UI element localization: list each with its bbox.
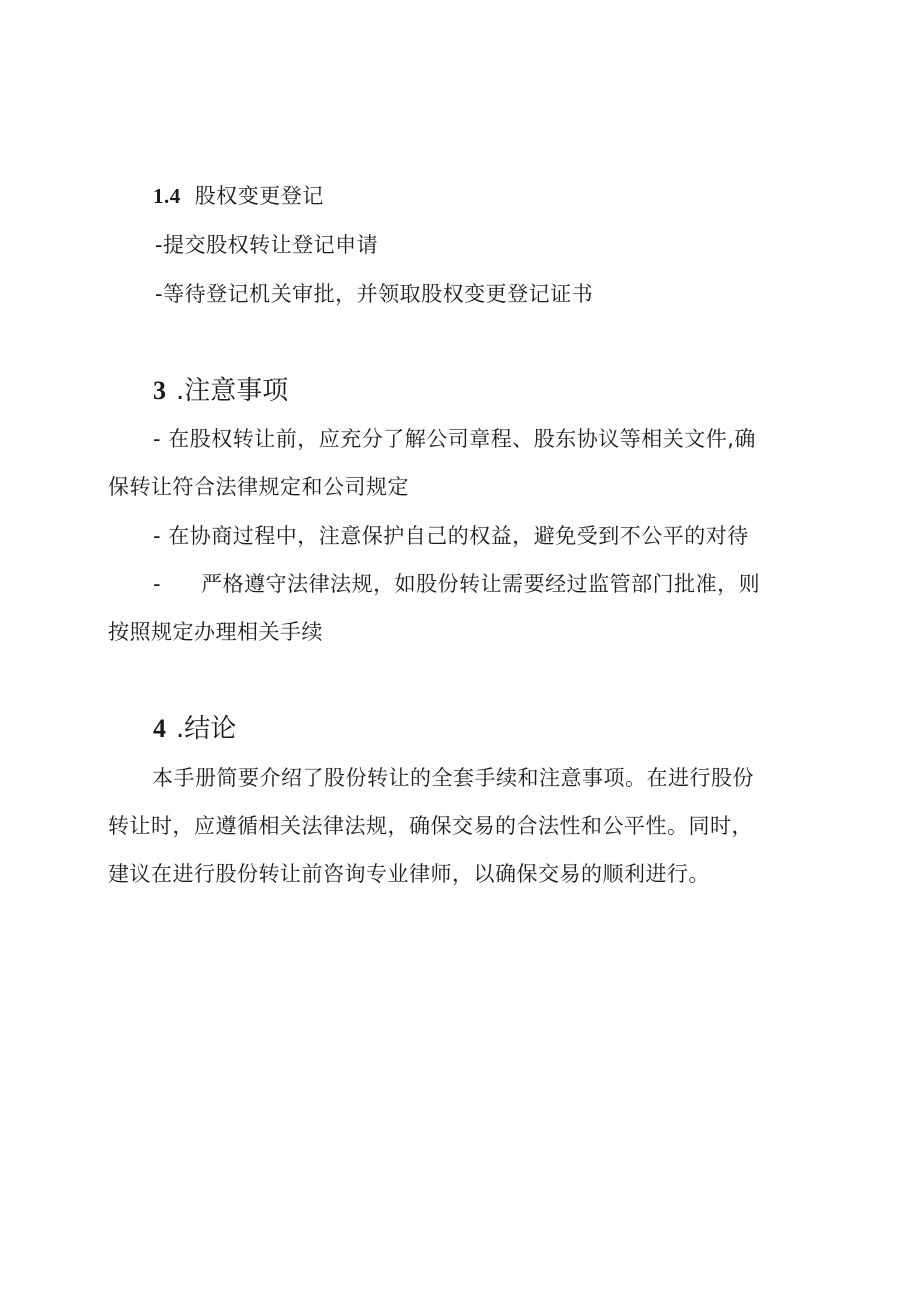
section-title: .结论 <box>176 714 237 744</box>
list-item-continuation: 按照规定办理相关手续 <box>108 620 323 644</box>
paragraph-line: 建议在进行股份转让前咨询专业律师，以确保交易的顺利进行。 <box>108 862 710 886</box>
list-item: - 在协商过程中，注意保护自己的权益，避免受到不公平的对待 <box>153 524 749 548</box>
list-item: -提交股权转让登记申请 <box>155 233 379 257</box>
list-item: -等待登记机关审批，并领取股权变更登记证书 <box>155 282 594 306</box>
section-heading-4 <box>153 712 236 746</box>
list-item <box>153 569 760 599</box>
section-number: 4 <box>153 714 166 743</box>
paragraph-line: 转让时，应遵循相关法律法规，确保交易的合法性和公平性。同时， <box>108 814 753 838</box>
section-title: .注意事项 <box>176 376 289 406</box>
list-item: - 在股权转让前，应充分了解公司章程、股东协议等相关文件,确 <box>153 427 756 451</box>
list-item-text: 严格遵守法律法规，如股份转让需要经过监管部门批准，则 <box>201 572 761 596</box>
section-heading-3 <box>153 374 288 408</box>
subsection-title: 股权变更登记 <box>194 184 324 208</box>
subsection-number: 1.4 <box>153 184 181 208</box>
list-item-continuation: 保转让符合法律规定和公司规定 <box>108 475 409 499</box>
list-dash: - <box>153 572 162 596</box>
paragraph-line: 本手册简要介绍了股份转让的全套手续和注意事项。在进行股份 <box>152 766 754 790</box>
subsection-heading-1-4 <box>153 181 324 211</box>
section-number: 3 <box>153 376 166 405</box>
